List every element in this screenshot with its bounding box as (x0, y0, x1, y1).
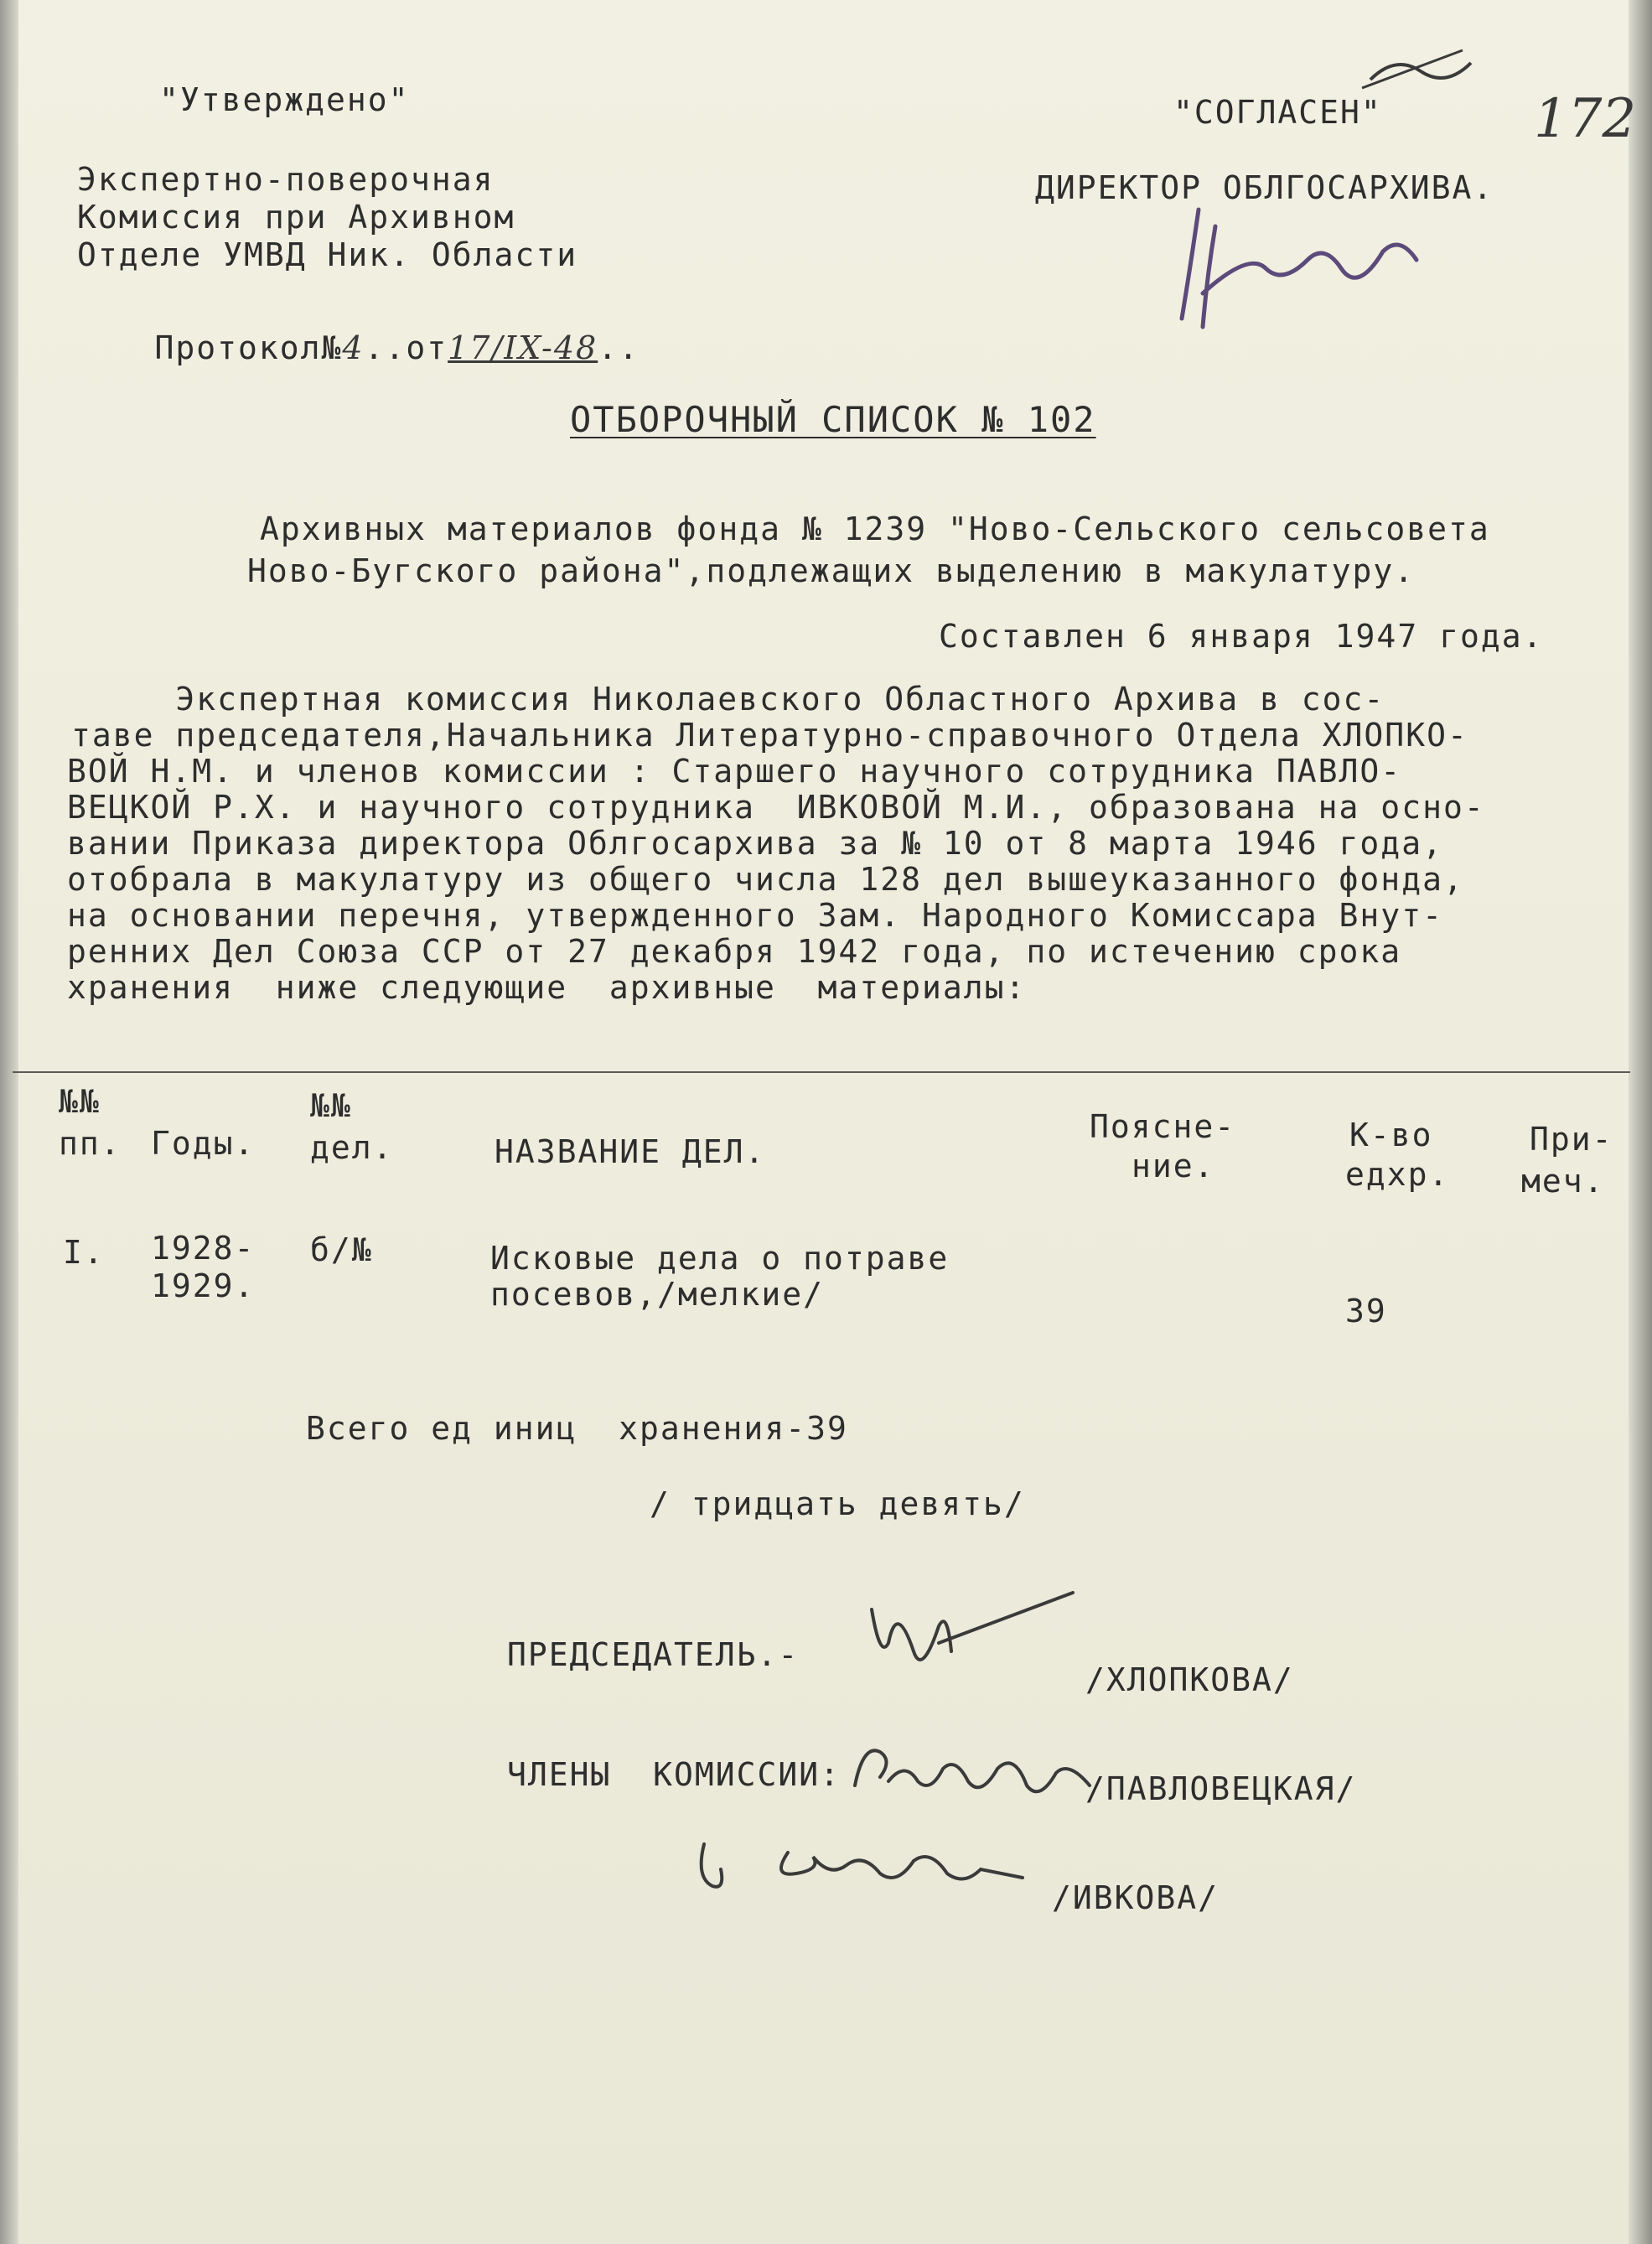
chairman-label: ПРЕДСЕДАТЕЛЬ.- (507, 1636, 800, 1673)
header-name: НАЗВАНИЕ ДЕЛ. (495, 1133, 766, 1170)
table-top-rule (13, 1071, 1630, 1073)
body-line-9: хранения ниже следующие архивные материалы: (67, 969, 1027, 1006)
subtitle-line-2: Ново-Бугского района",подлежащих выделению в макулатуру. (247, 552, 1416, 589)
protocol-prefix: Протокол№ (154, 329, 343, 366)
header-count-line-1: К-во (1349, 1117, 1433, 1153)
body-line-6: отобрала в макулатуру из общего числа 128 дел вышеуказанного фонда, (67, 861, 1464, 898)
header-count-line-2: едхр. (1345, 1156, 1450, 1193)
header-remark-line-1: При- (1530, 1121, 1613, 1158)
scan-edge-left (0, 0, 18, 2244)
chairman-name: /ХЛОПКОВА/ (1085, 1661, 1294, 1698)
body-line-1: Экспертная комиссия Николаевского Областного Архива в сос- (71, 681, 1385, 718)
member2-name: /ИВКОВА/ (1052, 1879, 1220, 1916)
sheet-number: 172 (1534, 88, 1637, 150)
row-name-line-2: посевов,/мелкие/ (490, 1276, 825, 1313)
composed-date: Составлен 6 января 1947 года. (939, 618, 1544, 655)
row-name-line-1: Исковые дела о потраве (490, 1240, 950, 1277)
commission-line-1: Экспертно-поверочная (77, 161, 495, 198)
row-case-no: б/№ (310, 1231, 373, 1268)
protocol-of: ..от (364, 329, 448, 366)
document-title: ОТБОРОЧНЫЙ СПИСОК № 102 (570, 399, 1096, 440)
scan-edge-right (1629, 0, 1652, 2244)
row-count: 39 (1345, 1293, 1387, 1329)
commission-line-2: Комиссия при Архивном (77, 199, 515, 236)
member2-signature (687, 1827, 1039, 1911)
subtitle-line-1: Архивных материалов фонда № 1239 "Ново-Сельского сельсовета (260, 510, 1490, 547)
header-case-line-2: дел. (310, 1129, 394, 1166)
body-line-8: ренних Дел Союза ССР от 27 декабря 1942 года, по истечению срока (67, 933, 1402, 970)
protocol-number: 4 (342, 329, 365, 366)
protocol-date: 17/IX-48 (448, 329, 598, 366)
header-remark-line-2: меч. (1521, 1163, 1605, 1200)
body-line-2: таве председателя,Начальника Литературно-справочного Отдела ХЛОПКО- (71, 717, 1468, 754)
protocol-line: Протокол№4..от17/IX-48.. (154, 329, 640, 366)
header-case-line-1: №№ (310, 1087, 352, 1124)
body-line-5: вании Приказа директора Облгосархива за № 10 от 8 марта 1946 года, (67, 825, 1443, 862)
approved-stamp: "Утверждено" (159, 81, 410, 118)
member1-signature (847, 1735, 1098, 1811)
body-line-3: ВОЙ Н.М. и членов комиссии : Старшего научного сотрудника ПАВЛО- (67, 753, 1402, 790)
row-num: I. (63, 1234, 105, 1271)
agreed-stamp: "СОГЛАСЕН" (1173, 94, 1382, 131)
body-line-7: на основании перечня, утвержденного Зам. Народного Комиссара Внут- (67, 897, 1443, 934)
commission-line-3: Отделе УМВД Ник. Области (77, 236, 578, 273)
header-num-line-1: №№ (59, 1083, 101, 1120)
member1-name: /ПАВЛОВЕЦКАЯ/ (1085, 1770, 1357, 1807)
total-units: Всего ед иниц хранения-39 (306, 1410, 848, 1447)
total-in-words: / тридцать девять/ (650, 1485, 1025, 1522)
chairman-signature (855, 1576, 1090, 1702)
director-signature (1165, 193, 1433, 335)
header-years: Годы. (151, 1125, 256, 1162)
body-line-4: ВЕЦКОЙ Р.Х. и научного сотрудника ИВКОВОЙ М.И., образована на осно- (67, 789, 1485, 826)
header-note-line-2: ние. (1132, 1148, 1215, 1184)
crossed-number-mark (1362, 46, 1479, 96)
director-title: ДИРЕКТОР ОБЛГОСАРХИВА. (1035, 169, 1494, 206)
row-years-line-2: 1929. (151, 1267, 256, 1304)
members-label: ЧЛЕНЫ КОМИССИИ: (507, 1756, 842, 1793)
row-years-line-1: 1928- (151, 1230, 256, 1267)
header-num-line-2: пп. (59, 1125, 122, 1162)
header-note-line-1: Поясне- (1090, 1108, 1236, 1145)
